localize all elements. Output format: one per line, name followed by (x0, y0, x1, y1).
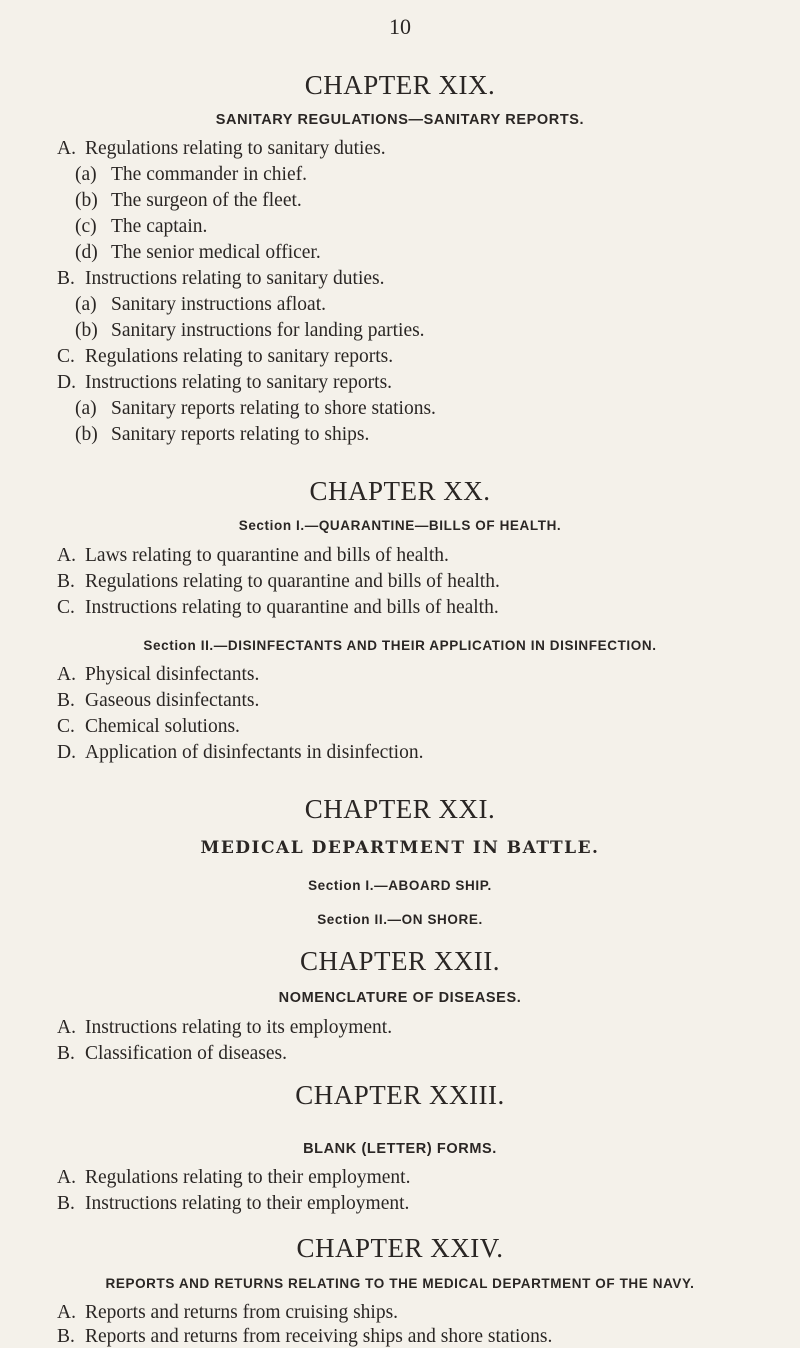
list-item: C. Chemical solutions. (57, 716, 240, 737)
chapter-24-subtitle: REPORTS AND RETURNS RELATING TO THE MEDICAL DEPARTMENT OF THE NAVY. (105, 1276, 695, 1291)
chapter-21-subtitle: MEDICAL DEPARTMENT IN BATTLE. (200, 838, 600, 858)
list-item: A. Regulations relating to their employment. (57, 1167, 411, 1188)
list-item: (a) Sanitary instructions afloat. (75, 294, 326, 315)
list-item: A. Reports and returns from cruising ships. (57, 1302, 399, 1323)
list-item: D. Instructions relating to sanitary reports. (57, 372, 393, 393)
chapter-23-title: CHAPTER XXIII. (295, 1080, 505, 1110)
chapter-20-title: CHAPTER XX. (309, 476, 491, 506)
chapter-21-title: CHAPTER XXI. (304, 794, 496, 824)
list-item: (a) Sanitary reports relating to shore stations. (75, 398, 436, 419)
list-item: D. Application of disinfectants in disinfection. (57, 742, 424, 763)
chapter-20-section-2: Section II.—DISINFECTANTS AND THEIR APPLICATION IN DISINFECTION. (143, 638, 657, 653)
chapter-20-section-1: Section I.—QUARANTINE—BILLS OF HEALTH. (238, 518, 562, 533)
chapter-24-title: CHAPTER XXIV. (296, 1233, 504, 1263)
list-item: A. Physical disinfectants. (57, 664, 260, 685)
list-item: B. Instructions relating to sanitary duties. (57, 268, 385, 289)
list-item: B. Reports and returns from receiving ships and shore stations. (57, 1326, 553, 1347)
list-item: B. Gaseous disinfectants. (57, 690, 260, 711)
chapter-21-section-1: Section I.—ABOARD SHIP. (308, 878, 492, 893)
chapter-19-title: CHAPTER XIX. (304, 70, 496, 100)
list-item: A. Laws relating to quarantine and bills of health. (57, 545, 449, 566)
list-item: C. Regulations relating to sanitary reports. (57, 346, 394, 367)
chapter-19-subtitle: SANITARY REGULATIONS—SANITARY REPORTS. (215, 112, 585, 128)
chapter-22-title: CHAPTER XXII. (300, 946, 500, 976)
chapter-21-section-2: Section II.—ON SHORE. (317, 912, 483, 927)
list-item: A. Instructions relating to its employment. (57, 1017, 393, 1038)
list-item: (d) The senior medical officer. (75, 242, 321, 263)
chapter-23-subtitle: BLANK (LETTER) FORMS. (303, 1141, 497, 1157)
list-item: (b) The surgeon of the fleet. (75, 190, 302, 211)
list-item: B. Regulations relating to quarantine and bills of health. (57, 571, 500, 592)
list-item: A. Regulations relating to sanitary duties. (57, 138, 386, 159)
chapter-22-subtitle: NOMENCLATURE OF DISEASES. (278, 990, 522, 1006)
list-item: (c) The captain. (75, 216, 208, 237)
list-item: (a) The commander in chief. (75, 164, 307, 185)
page-number: 10 (389, 14, 411, 39)
list-item: (b) Sanitary reports relating to ships. (75, 424, 370, 445)
list-item: B. Instructions relating to their employment. (57, 1193, 410, 1214)
list-item: (b) Sanitary instructions for landing parties. (75, 320, 425, 341)
list-item: C. Instructions relating to quarantine and bills of health. (57, 597, 499, 618)
list-item: B. Classification of diseases. (57, 1043, 287, 1064)
